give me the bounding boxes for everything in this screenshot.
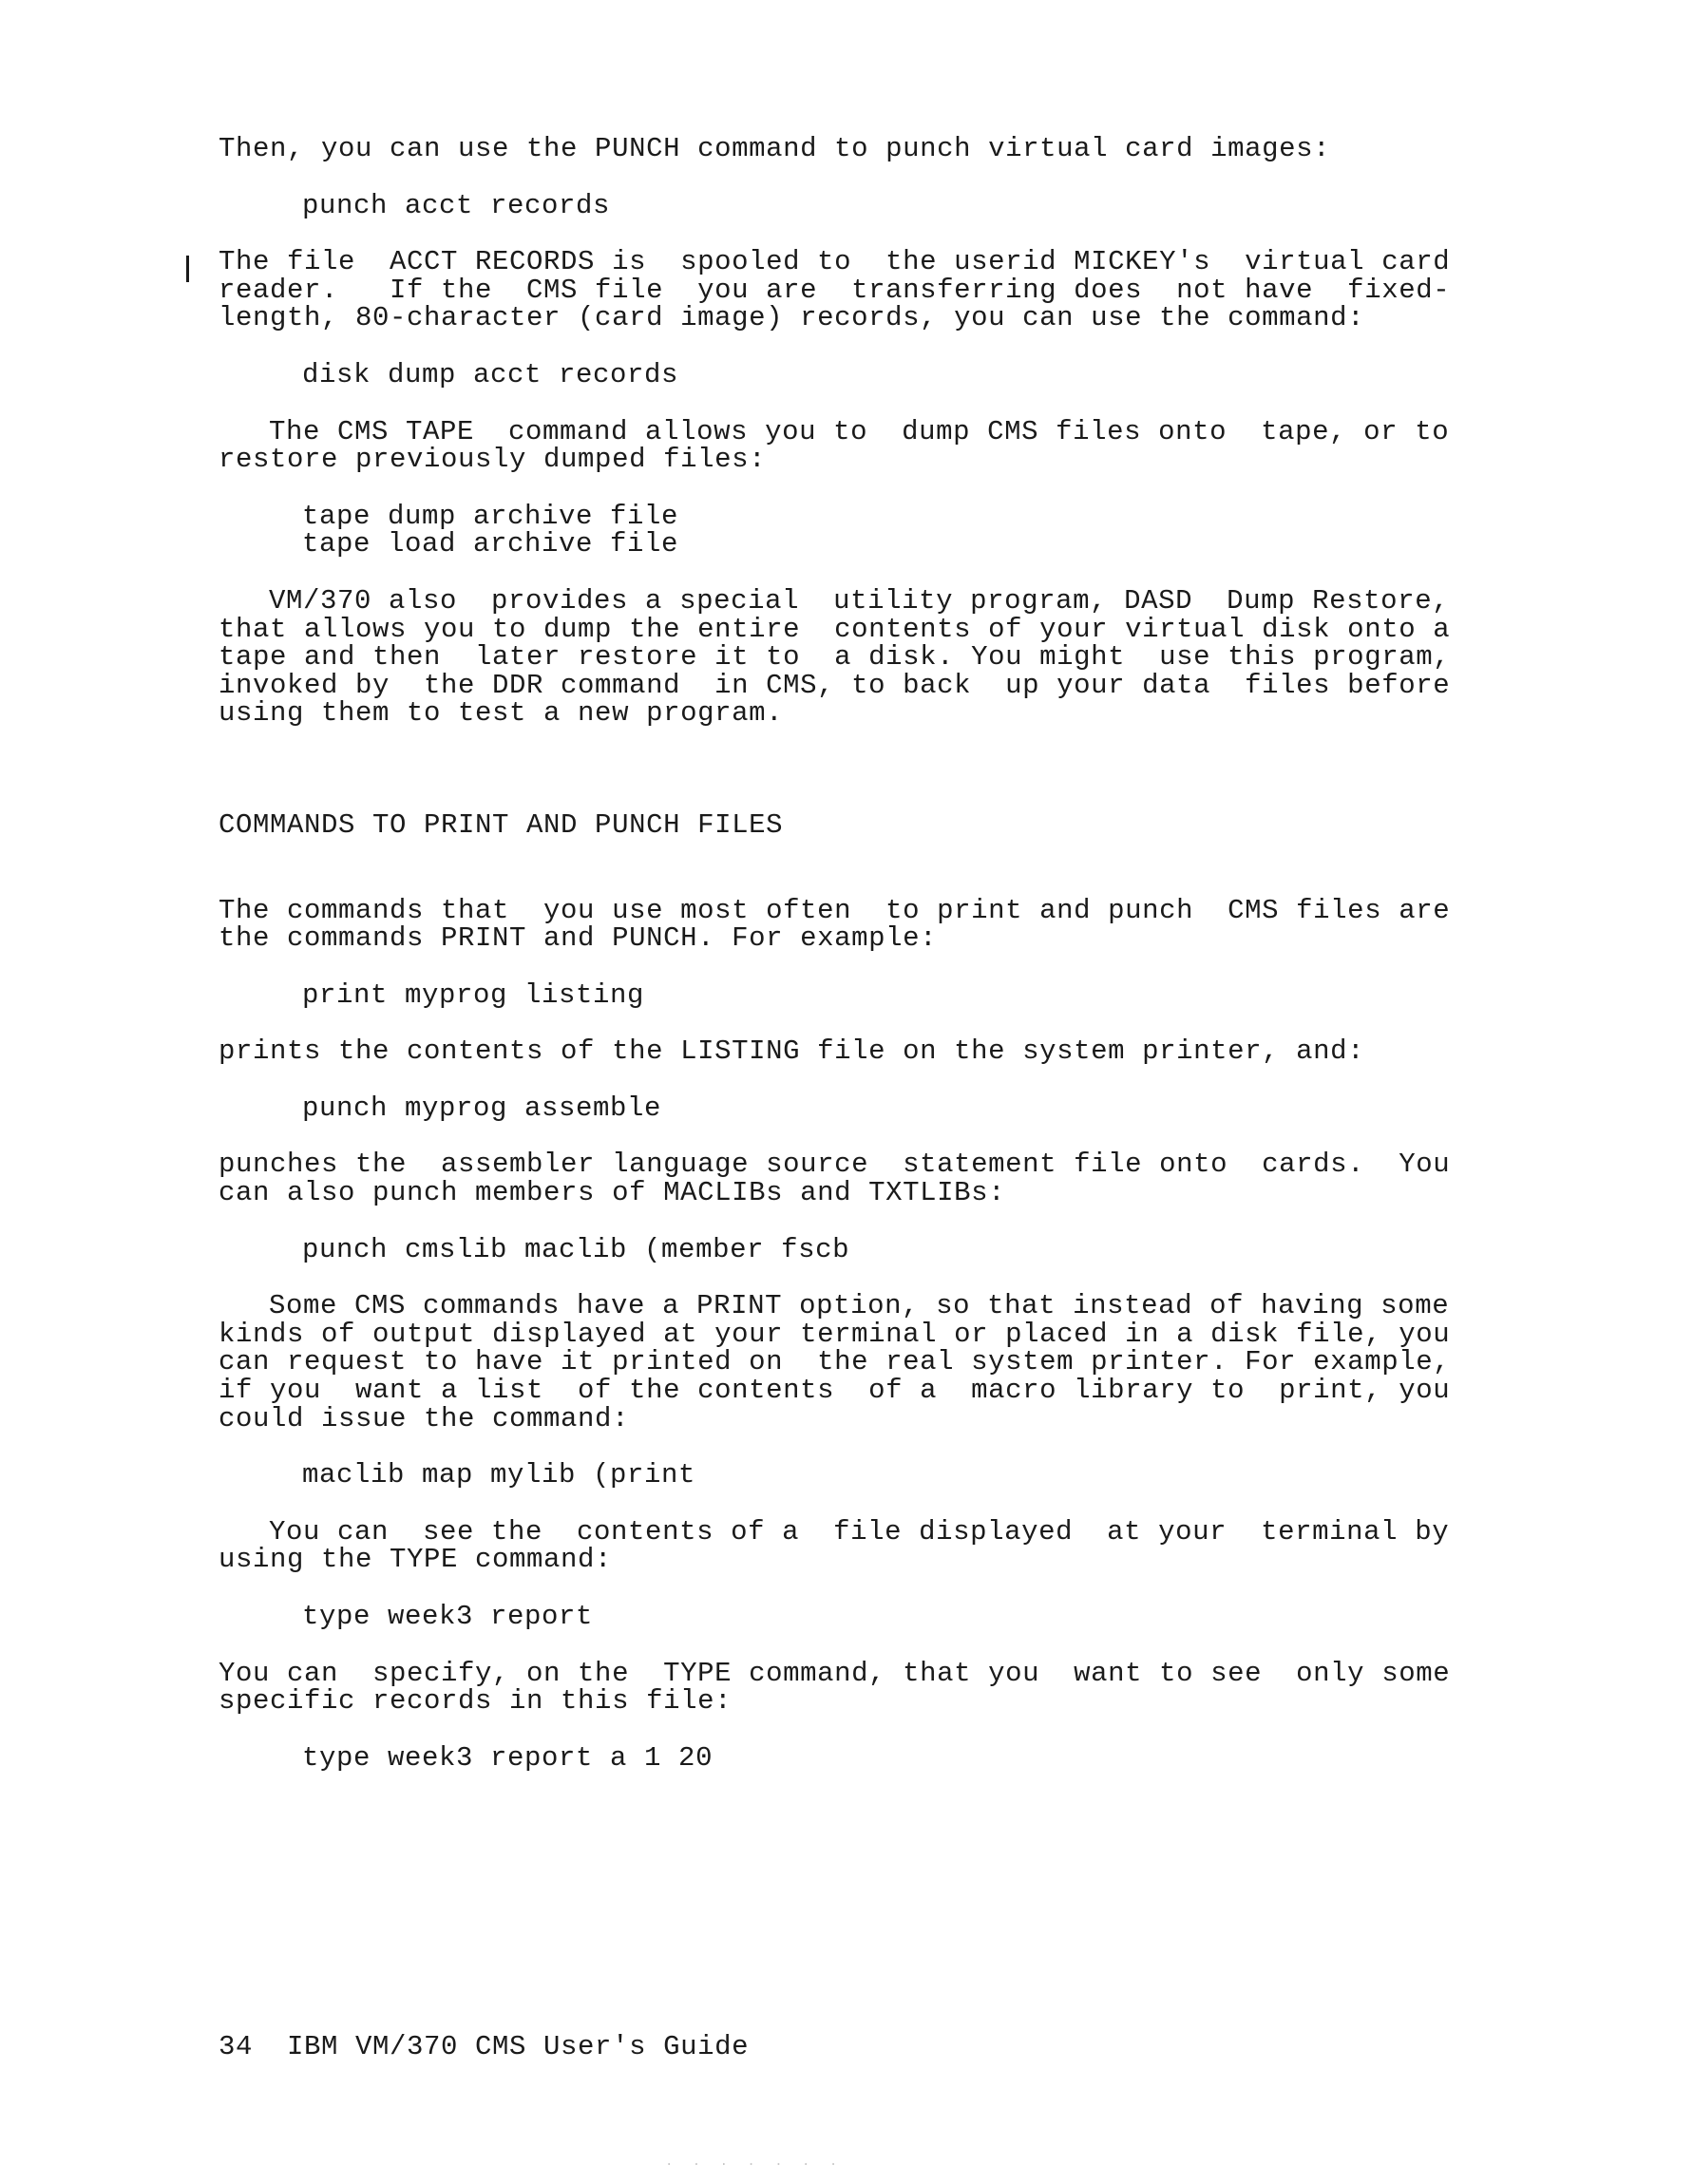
paragraph-ddr: VM/370 also provides a special utility program, DASD Dump Restore, that allows you to dump the entire contents of your virtual disk onto a tape and then later restore it to a disk. You might use this program, invoked by the DDR command in CMS, to back up your data files before using them to test a new program.: [219, 584, 1468, 730]
command-example: maclib map mylib (print: [302, 1459, 696, 1491]
command-example: punch cmslib maclib (member fscb: [302, 1233, 850, 1265]
revision-bar: [186, 256, 189, 282]
scan-artifact: . . . . . . .: [665, 2155, 844, 2170]
command-example: disk dump acct records: [302, 358, 679, 390]
command-example: type week3 report: [302, 1601, 594, 1632]
paragraph-punches: punches the assembler language source statement file onto cards. You can also punch members of MACLIBs and TXTLIBs:: [219, 1149, 1468, 1209]
command-example: print myprog listing: [302, 978, 645, 1011]
command-example: tape dump archive file tape load archive file: [302, 500, 679, 560]
paragraph-tape: The CMS TAPE command allows you to dump CMS files onto tape, or to restore previously dumped files:: [219, 415, 1467, 476]
paragraph-acct-records: The file ACCT RECORDS is spooled to the userid MICKEY's virtual card reader. If the CMS file you are transferring does not have fixed-length, 80-character (card image) records, you can use the command:: [219, 246, 1468, 334]
page-footer: 34 IBM VM/370 CMS User's Guide: [219, 2031, 750, 2062]
command-example: punch myprog assemble: [302, 1092, 662, 1124]
paragraph-punch-intro: Then, you can use the PUNCH command to punch virtual card images:: [219, 133, 1331, 164]
command-example: punch acct records: [302, 189, 611, 221]
paragraph-type-command: You can see the contents of a file displayed at your terminal by using the TYPE command:: [219, 1515, 1467, 1576]
command-example: type week3 report a 1 20: [302, 1741, 714, 1774]
paragraph-print-punch: The commands that you use most often to print and punch CMS files are the commands PRINT and PUNCH. For example:: [219, 894, 1468, 955]
paragraph-print-option: Some CMS commands have a PRINT option, so that instead of having some kinds of output displayed at your terminal or placed in a disk file, you can request to have it printed on the real system printer. For example, if you want a list of the contents of a macro library to print, you could issue the command:: [219, 1290, 1468, 1434]
paragraph-prints-listing: prints the contents of the LISTING file on the system printer, and:: [219, 1035, 1365, 1068]
paragraph-type-records: You can specify, on the TYPE command, that you want to see only some specific records in this file:: [219, 1657, 1468, 1718]
section-heading: COMMANDS TO PRINT AND PUNCH FILES: [219, 808, 784, 841]
page-body: [219, 133, 1468, 1800]
